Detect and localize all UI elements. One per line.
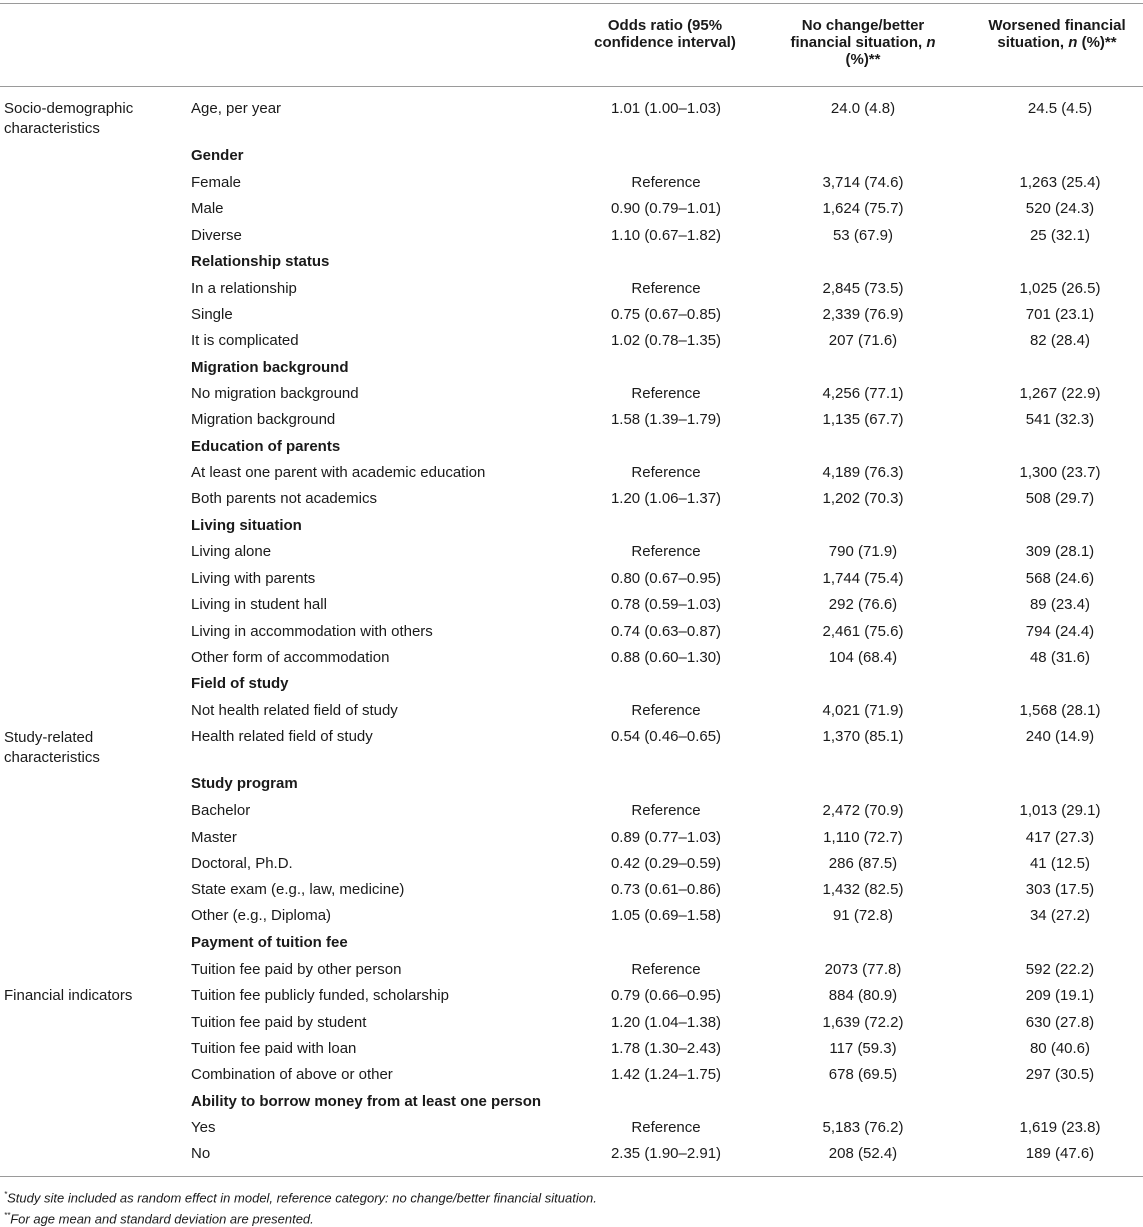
no-change-cell: 24.0 (4.8) <box>830 100 896 117</box>
no-change-cell: 4,189 (76.3) <box>822 464 904 481</box>
category-socio-demographic: Socio-demographic characteristics <box>4 100 134 137</box>
odds-ratio-cell: 0.80 (0.67–0.95) <box>610 570 722 587</box>
no-change-cell: 3,714 (74.6) <box>822 174 904 191</box>
worsened-cell: 630 (27.8) <box>1025 1014 1095 1031</box>
table-row <box>0 987 1143 1013</box>
table-row <box>0 623 1143 649</box>
row-label: Diverse <box>191 227 242 244</box>
footnote-2-text: For age mean and standard deviation are presented. <box>10 1211 314 1227</box>
row-subheading: Living situation <box>191 517 302 534</box>
table-row <box>0 332 1143 358</box>
worsened-cell: 80 (40.6) <box>1029 1040 1091 1057</box>
no-change-cell: 53 (67.9) <box>832 227 894 244</box>
no-change-cell: 1,432 (82.5) <box>822 881 904 898</box>
table-row <box>0 1119 1143 1145</box>
odds-ratio-cell: 0.90 (0.79–1.01) <box>610 200 722 217</box>
table-row <box>0 543 1143 569</box>
no-change-cell: 2,472 (70.9) <box>822 802 904 819</box>
row-label: In a relationship <box>191 280 297 297</box>
table-row <box>0 1014 1143 1040</box>
worsened-cell: 1,619 (23.8) <box>1019 1119 1101 1136</box>
table-row <box>0 596 1143 622</box>
odds-ratio-cell: Reference <box>631 464 701 481</box>
worsened-cell: 34 (27.2) <box>1029 907 1091 924</box>
table-row <box>0 359 1143 385</box>
no-change-cell: 104 (68.4) <box>828 649 898 666</box>
worsened-cell: 508 (29.7) <box>1025 490 1095 507</box>
row-label: Yes <box>191 1119 216 1136</box>
table-row <box>0 280 1143 306</box>
row-label: Combination of above or other <box>191 1066 393 1083</box>
no-change-cell: 1,639 (72.2) <box>822 1014 904 1031</box>
no-change-cell: 207 (71.6) <box>828 332 898 349</box>
table-row <box>0 100 1143 126</box>
top-rule <box>0 3 1143 4</box>
category-financial: Financial indicators <box>4 987 133 1004</box>
odds-ratio-cell: Reference <box>631 280 701 297</box>
category-study-related: Study-related characteristics <box>4 729 100 766</box>
worsened-cell: 1,300 (23.7) <box>1019 464 1101 481</box>
row-subheading: Relationship status <box>191 253 330 270</box>
bottom-rule <box>0 1176 1143 1177</box>
header-no-change-pct: (%)** <box>845 51 881 68</box>
table-row <box>0 438 1143 464</box>
no-change-cell: 1,370 (85.1) <box>822 728 904 745</box>
worsened-cell: 25 (32.1) <box>1029 227 1091 244</box>
table-row <box>0 675 1143 701</box>
row-label: At least one parent with academic education <box>191 464 486 481</box>
worsened-cell: 1,013 (29.1) <box>1019 802 1101 819</box>
odds-ratio-cell: Reference <box>631 1119 701 1136</box>
worsened-cell: 1,263 (25.4) <box>1019 174 1101 191</box>
table-row <box>0 306 1143 332</box>
no-change-cell: 2,461 (75.6) <box>822 623 904 640</box>
worsened-cell: 592 (22.2) <box>1025 961 1095 978</box>
row-label: Other (e.g., Diploma) <box>191 907 332 924</box>
row-label: Bachelor <box>191 802 251 819</box>
footnote-2 <box>4 1208 314 1227</box>
worsened-cell: 240 (14.9) <box>1025 728 1095 745</box>
table-row <box>0 227 1143 253</box>
worsened-cell: 568 (24.6) <box>1025 570 1095 587</box>
odds-ratio-cell: 0.42 (0.29–0.59) <box>610 855 722 872</box>
worsened-cell: 82 (28.4) <box>1029 332 1091 349</box>
odds-ratio-cell: 0.78 (0.59–1.03) <box>610 596 722 613</box>
table-row <box>0 649 1143 675</box>
table-row <box>0 829 1143 855</box>
row-label: Male <box>191 200 224 217</box>
no-change-cell: 2,845 (73.5) <box>822 280 904 297</box>
table-row <box>0 200 1143 226</box>
table-row <box>0 961 1143 987</box>
footnote-2-mark: ** <box>4 1211 11 1220</box>
row-label: Not health related field of study <box>191 702 398 719</box>
odds-ratio-cell: Reference <box>631 174 701 191</box>
row-label: Living in accommodation with others <box>191 623 433 640</box>
worsened-cell: 1,568 (28.1) <box>1019 702 1101 719</box>
table-row <box>0 464 1143 490</box>
row-subheading: Migration background <box>191 359 349 376</box>
worsened-cell: 309 (28.1) <box>1025 543 1095 560</box>
table-row <box>0 907 1143 933</box>
table-row <box>0 174 1143 200</box>
row-subheading: Payment of tuition fee <box>191 934 348 951</box>
odds-ratio-cell: 1.20 (1.06–1.37) <box>610 490 722 507</box>
worsened-cell: 297 (30.5) <box>1025 1066 1095 1083</box>
worsened-cell: 701 (23.1) <box>1025 306 1095 323</box>
no-change-cell: 884 (80.9) <box>828 987 898 1004</box>
table-row <box>0 1040 1143 1066</box>
odds-ratio-cell: 1.05 (0.69–1.58) <box>610 907 722 924</box>
table-row <box>0 1066 1143 1092</box>
table-row <box>0 855 1143 881</box>
odds-ratio-cell: 1.42 (1.24–1.75) <box>610 1066 722 1083</box>
header-rule <box>0 86 1143 87</box>
row-label: Both parents not academics <box>191 490 377 507</box>
header-no-change-text: No change/better financial situation, <box>790 17 927 51</box>
header-worsened <box>982 17 1132 51</box>
row-label: Age, per year <box>191 100 282 117</box>
worsened-cell: 209 (19.1) <box>1025 987 1095 1004</box>
row-label: Migration background <box>191 411 336 428</box>
worsened-cell: 48 (31.6) <box>1029 649 1091 666</box>
odds-ratio-cell: 2.35 (1.90–2.91) <box>610 1145 722 1162</box>
odds-ratio-cell: Reference <box>631 702 701 719</box>
table-row <box>0 728 1143 754</box>
row-label: No <box>191 1145 211 1162</box>
no-change-cell: 292 (76.6) <box>828 596 898 613</box>
footnote-1-text: Study site included as random effect in model, reference category: no change/better financial situation. <box>7 1190 597 1206</box>
no-change-cell: 5,183 (76.2) <box>822 1119 904 1136</box>
header-odds-ratio <box>590 17 740 51</box>
no-change-cell: 4,256 (77.1) <box>822 385 904 402</box>
odds-ratio-cell: 1.58 (1.39–1.79) <box>610 411 722 428</box>
no-change-cell: 1,135 (67.7) <box>822 411 904 428</box>
odds-ratio-cell: 1.01 (1.00–1.03) <box>610 100 722 117</box>
header-worsened-n: n <box>1068 34 1078 51</box>
no-change-cell: 2,339 (76.9) <box>822 306 904 323</box>
row-label: Living with parents <box>191 570 316 587</box>
no-change-cell: 790 (71.9) <box>828 543 898 560</box>
worsened-cell: 303 (17.5) <box>1025 881 1095 898</box>
row-label: It is complicated <box>191 332 299 349</box>
table-row <box>0 411 1143 437</box>
row-label: Tuition fee publicly funded, scholarship <box>191 987 449 1004</box>
table-row <box>0 253 1143 279</box>
odds-ratio-cell: 1.02 (0.78–1.35) <box>610 332 722 349</box>
row-label: Tuition fee paid by student <box>191 1014 367 1031</box>
no-change-cell: 1,202 (70.3) <box>822 490 904 507</box>
odds-ratio-cell: 1.78 (1.30–2.43) <box>610 1040 722 1057</box>
header-worsened-text: Worsened financial situation, <box>988 17 1126 51</box>
table-row <box>0 147 1143 173</box>
no-change-cell: 286 (87.5) <box>828 855 898 872</box>
table-row <box>0 570 1143 596</box>
row-label: Female <box>191 174 242 191</box>
footnote-1-mark: * <box>4 1190 8 1199</box>
no-change-cell: 678 (69.5) <box>828 1066 898 1083</box>
header-no-change-n: n <box>926 34 936 51</box>
table-row <box>0 517 1143 543</box>
worsened-cell: 520 (24.3) <box>1025 200 1095 217</box>
odds-ratio-cell: 0.54 (0.46–0.65) <box>610 728 722 745</box>
row-label: State exam (e.g., law, medicine) <box>191 881 405 898</box>
worsened-cell: 794 (24.4) <box>1025 623 1095 640</box>
table-row <box>0 881 1143 907</box>
odds-ratio-cell: 1.10 (0.67–1.82) <box>610 227 722 244</box>
row-label: Living in student hall <box>191 596 327 613</box>
worsened-cell: 24.5 (4.5) <box>1027 100 1093 117</box>
no-change-cell: 208 (52.4) <box>828 1145 898 1162</box>
row-label: Tuition fee paid with loan <box>191 1040 357 1057</box>
worsened-cell: 1,267 (22.9) <box>1019 385 1101 402</box>
table-row <box>0 1145 1143 1171</box>
no-change-cell: 1,110 (72.7) <box>823 829 903 846</box>
row-label: Master <box>191 829 237 846</box>
table-row <box>0 802 1143 828</box>
row-label: Other form of accommodation <box>191 649 390 666</box>
row-subheading: Education of parents <box>191 438 341 455</box>
header-odds-ratio-text: Odds ratio (95% confidence interval) <box>594 17 736 51</box>
odds-ratio-cell: 0.88 (0.60–1.30) <box>610 649 722 666</box>
table-row <box>0 385 1143 411</box>
row-label: Tuition fee paid by other person <box>191 961 402 978</box>
odds-ratio-cell: 0.75 (0.67–0.85) <box>610 306 722 323</box>
table-row <box>0 1093 1143 1119</box>
odds-ratio-cell: Reference <box>631 385 701 402</box>
table-row <box>0 775 1143 801</box>
footnote-1 <box>4 1187 597 1206</box>
odds-ratio-cell: 0.74 (0.63–0.87) <box>610 623 722 640</box>
odds-ratio-cell: 1.20 (1.04–1.38) <box>610 1014 722 1031</box>
worsened-cell: 417 (27.3) <box>1025 829 1095 846</box>
no-change-cell: 91 (72.8) <box>832 907 894 924</box>
worsened-cell: 189 (47.6) <box>1025 1145 1095 1162</box>
table-row <box>0 490 1143 516</box>
table-row <box>0 934 1143 960</box>
worsened-cell: 89 (23.4) <box>1029 596 1091 613</box>
row-subheading: Study program <box>191 775 298 792</box>
worsened-cell: 1,025 (26.5) <box>1019 280 1101 297</box>
odds-ratio-cell: 0.79 (0.66–0.95) <box>610 987 722 1004</box>
odds-ratio-cell: Reference <box>631 961 701 978</box>
row-label: Doctoral, Ph.D. <box>191 855 293 872</box>
row-label: Single <box>191 306 233 323</box>
odds-ratio-cell: 0.73 (0.61–0.86) <box>610 881 722 898</box>
table-row <box>0 702 1143 728</box>
no-change-cell: 117 (59.3) <box>829 1040 897 1057</box>
odds-ratio-cell: Reference <box>631 802 701 819</box>
row-label: Living alone <box>191 543 272 560</box>
worsened-cell: 541 (32.3) <box>1025 411 1095 428</box>
header-no-change <box>786 17 940 68</box>
no-change-cell: 1,744 (75.4) <box>822 570 904 587</box>
odds-ratio-cell: Reference <box>631 543 701 560</box>
row-subheading: Field of study <box>191 675 289 692</box>
row-subheading: Ability to borrow money from at least one person <box>191 1093 542 1110</box>
header-worsened-pct: (%)** <box>1077 34 1117 51</box>
no-change-cell: 1,624 (75.7) <box>822 200 904 217</box>
odds-ratio-cell: 0.89 (0.77–1.03) <box>610 829 722 846</box>
row-subheading: Gender <box>191 147 244 164</box>
row-label: Health related field of study <box>191 728 373 745</box>
worsened-cell: 41 (12.5) <box>1029 855 1091 872</box>
row-label: No migration background <box>191 385 359 402</box>
no-change-cell: 4,021 (71.9) <box>822 702 904 719</box>
no-change-cell: 2073 (77.8) <box>824 961 902 978</box>
